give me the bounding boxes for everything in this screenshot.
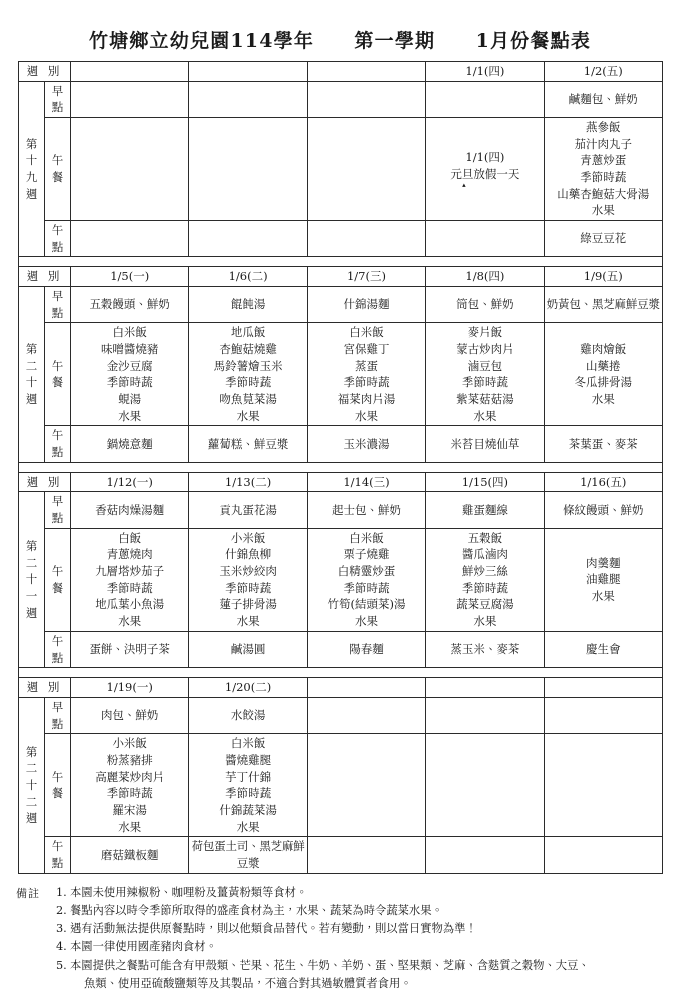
dish-item: 什錦蔬菜湯 xyxy=(219,802,277,817)
menu-table-container xyxy=(0,61,680,874)
dish-item: 白飯 xyxy=(118,530,142,545)
date-header-cell: 1/20(二) xyxy=(189,678,307,698)
lunch-cell xyxy=(544,528,662,631)
snack-cell xyxy=(544,837,662,873)
dish-item: 季節時蔬 xyxy=(106,375,153,390)
dish-item: 醬瓜滷肉 xyxy=(461,547,508,562)
snack-cell: 荷包蛋土司、黑芝麻鮮豆漿 xyxy=(189,837,307,873)
dish-item: 吻魚莧菜湯 xyxy=(219,392,277,407)
dish-item: 水果 xyxy=(236,819,260,834)
breakfast-cell: 什錦湯麵 xyxy=(307,287,425,323)
breakfast-row xyxy=(19,492,663,528)
meal-label-snack: 午點 xyxy=(45,631,71,667)
snack-cell: 鍋燒意麵 xyxy=(71,426,189,462)
meal-label-lunch: 午餐 xyxy=(45,528,71,631)
snack-row xyxy=(19,837,663,873)
dish-item: 白米飯 xyxy=(230,736,266,751)
dish-item: 玉米炒絞肉 xyxy=(219,564,277,579)
breakfast-cell: 水餃湯 xyxy=(189,697,307,733)
note-number: 1. xyxy=(56,885,67,899)
week-separator xyxy=(19,257,663,267)
week-header-row xyxy=(19,62,663,82)
date-header-cell: 1/9(五) xyxy=(544,267,662,287)
dish-item: 高麗菜炒肉片 xyxy=(95,769,165,784)
menu-table xyxy=(18,61,663,874)
meal-label-snack: 午點 xyxy=(45,837,71,873)
breakfast-cell xyxy=(307,697,425,733)
week-separator-cell xyxy=(19,257,663,267)
snack-cell xyxy=(426,221,544,257)
note-text: 本園未使用辣椒粉、咖哩粉及薑黃粉類等食材。 xyxy=(70,885,308,899)
lunch-cell xyxy=(189,118,307,221)
week-header-row xyxy=(19,472,663,492)
dish-item: 油雞腿 xyxy=(586,572,621,587)
dish-item: 地瓜葉小魚湯 xyxy=(95,597,165,612)
dish-item: 水果 xyxy=(236,614,260,629)
dish-list xyxy=(310,530,423,630)
lunch-row xyxy=(19,528,663,631)
date-header-cell: 1/6(二) xyxy=(189,267,307,287)
dish-item: 宮保雞丁 xyxy=(343,342,390,357)
dish-list xyxy=(73,735,186,835)
note-item xyxy=(56,920,662,938)
date-header-cell: 1/16(五) xyxy=(544,472,662,492)
breakfast-cell xyxy=(189,81,307,117)
dish-item: 1/1(四) xyxy=(465,149,505,164)
dish-item: 羅宋湯 xyxy=(112,802,147,817)
snack-row xyxy=(19,426,663,462)
dish-item: 栗子燒雞 xyxy=(343,547,390,562)
dish-list xyxy=(547,555,660,605)
dish-item: 粉蒸豬排 xyxy=(106,752,153,767)
note-text: 遇有活動無法提供原餐點時，則以他類食品替代。若有變動，則以當日實物為準！ xyxy=(70,922,477,936)
dish-item: 白米飯 xyxy=(349,325,384,340)
breakfast-cell: 筒包、鮮奶 xyxy=(426,287,544,323)
dish-item: 季節時蔬 xyxy=(106,786,153,801)
dish-item: 福菜肉片湯 xyxy=(337,392,396,407)
snack-cell: 慶生會 xyxy=(544,631,662,667)
dish-item: 紫菜菇菇湯 xyxy=(456,392,514,407)
dish-item: 雞肉燴飯 xyxy=(580,342,627,357)
dish-list xyxy=(547,341,660,408)
lunch-cell xyxy=(544,734,662,837)
note-number: 3. xyxy=(56,922,67,936)
date-header-cell xyxy=(544,678,662,698)
breakfast-cell: 香菇肉燥湯麵 xyxy=(71,492,189,528)
date-header-cell: 1/13(二) xyxy=(189,472,307,492)
dish-item: 白精靈炒蛋 xyxy=(337,564,396,579)
dish-item: 水果 xyxy=(473,408,497,423)
dish-item: 九層塔炒茄子 xyxy=(95,564,165,579)
dish-item: 白米飯 xyxy=(349,530,384,545)
dish-item: 蔬菜豆腐湯 xyxy=(456,597,514,612)
dish-list xyxy=(428,530,541,630)
dish-item: 水果 xyxy=(118,614,142,629)
dish-list xyxy=(547,119,660,219)
dish-item: 芋丁什錦 xyxy=(225,769,272,784)
dish-item: 季節時蔬 xyxy=(343,580,390,595)
dish-item: 季節時蔬 xyxy=(461,580,508,595)
breakfast-row xyxy=(19,81,663,117)
breakfast-cell: 鹹麵包、鮮奶 xyxy=(544,81,662,117)
dish-item: 山藥捲 xyxy=(586,358,621,373)
title-section xyxy=(0,0,680,61)
lunch-cell xyxy=(426,734,544,837)
snack-cell: 茶葉蛋、麥茶 xyxy=(544,426,662,462)
dish-item: 水果 xyxy=(118,819,142,834)
week-separator xyxy=(19,462,663,472)
note-item xyxy=(56,938,662,956)
meal-label-lunch: 午餐 xyxy=(45,323,71,426)
breakfast-cell xyxy=(71,81,189,117)
dish-list xyxy=(191,530,304,630)
date-header-cell xyxy=(71,62,189,82)
note-number: 5. xyxy=(56,958,67,972)
lunch-row xyxy=(19,734,663,837)
dish-item: 水果 xyxy=(354,408,378,423)
snack-cell: 米苔目燒仙草 xyxy=(426,426,544,462)
breakfast-cell: 奶黃包、黑芝麻鮮豆漿 xyxy=(544,287,662,323)
snack-cell xyxy=(307,221,425,257)
dish-item: 茄汁肉丸子 xyxy=(574,136,632,151)
note-item xyxy=(56,957,662,975)
dish-item: 山藥杏鮑菇大骨湯 xyxy=(557,186,650,201)
dish-item: 地瓜飯 xyxy=(230,325,266,340)
note-number: 4. xyxy=(56,940,67,954)
lunch-cell xyxy=(544,118,662,221)
lunch-cell xyxy=(544,323,662,426)
note-continuation: 魚類、使用亞硫酸鹽類等及其製品，不適合對其過敏體質者食用。 xyxy=(84,977,412,991)
week-header-row xyxy=(19,267,663,287)
week-label: 第二十週 xyxy=(19,287,45,463)
dish-item: 什錦魚柳 xyxy=(225,547,272,562)
meal-label-breakfast: 早點 xyxy=(45,697,71,733)
snack-cell: 鹹湯圓 xyxy=(189,631,307,667)
note-item xyxy=(56,902,662,920)
snack-cell xyxy=(189,221,307,257)
lunch-cell xyxy=(189,528,307,631)
dish-item: 季節時蔬 xyxy=(225,786,272,801)
lunch-row xyxy=(19,118,663,221)
breakfast-cell: 五穀饅頭、鮮奶 xyxy=(71,287,189,323)
week-column-header: 週 別 xyxy=(19,62,71,82)
snack-cell: 蛋餅、決明子茶 xyxy=(71,631,189,667)
dish-item: 季節時蔬 xyxy=(106,580,153,595)
dish-item: 水果 xyxy=(354,614,378,629)
date-header-cell: 1/7(三) xyxy=(307,267,425,287)
dish-list xyxy=(191,324,304,424)
snack-row xyxy=(19,631,663,667)
date-header-cell: 1/14(三) xyxy=(307,472,425,492)
lunch-cell xyxy=(307,528,425,631)
lunch-cell xyxy=(426,528,544,631)
dish-item: 蒸蛋 xyxy=(354,358,378,373)
breakfast-row xyxy=(19,697,663,733)
meal-label-lunch: 午餐 xyxy=(45,118,71,221)
breakfast-cell: 肉包、鮮奶 xyxy=(71,697,189,733)
dish-item: 鮮炒三絲 xyxy=(461,564,508,579)
breakfast-cell: 起士包、鮮奶 xyxy=(307,492,425,528)
lunch-cell xyxy=(426,323,544,426)
lunch-cell xyxy=(71,118,189,221)
dish-item: 金沙豆腐 xyxy=(106,358,153,373)
meal-label-breakfast: 早點 xyxy=(45,287,71,323)
snack-cell: 磨菇鐵板麵 xyxy=(71,837,189,873)
dish-list xyxy=(191,735,304,835)
dish-item: 水果 xyxy=(591,589,615,604)
breakfast-row xyxy=(19,287,663,323)
lunch-cell xyxy=(189,734,307,837)
snack-cell: 綠豆豆花 xyxy=(544,221,662,257)
dish-item: 水果 xyxy=(591,203,615,218)
snack-cell xyxy=(307,837,425,873)
date-header-cell xyxy=(426,678,544,698)
dish-list xyxy=(73,324,186,424)
note-number: 2. xyxy=(56,903,67,917)
dish-item: 醬燒雞腿 xyxy=(225,752,272,767)
week-column-header: 週 別 xyxy=(19,678,71,698)
dish-item: 水果 xyxy=(591,392,615,407)
lunch-cell xyxy=(426,118,544,221)
dish-item: 小米飯 xyxy=(230,530,266,545)
dish-item: 季節時蔬 xyxy=(225,375,272,390)
date-header-cell: 1/5(一) xyxy=(71,267,189,287)
snack-cell: 蘿蔔糕、鮮豆漿 xyxy=(189,426,307,462)
snack-cell: 玉米濃湯 xyxy=(307,426,425,462)
dish-item: 小米飯 xyxy=(112,736,147,751)
dish-item: 五穀飯 xyxy=(467,530,503,545)
lunch-row xyxy=(19,323,663,426)
week-column-header: 週 別 xyxy=(19,267,71,287)
dish-item: 季節時蔬 xyxy=(580,170,627,185)
dish-list xyxy=(310,324,423,424)
breakfast-cell: 雞蛋麵線 xyxy=(426,492,544,528)
breakfast-cell: 條紋饅頭、鮮奶 xyxy=(544,492,662,528)
date-header-cell xyxy=(307,62,425,82)
dish-item: 水果 xyxy=(118,408,142,423)
dish-item: 蜆湯 xyxy=(118,392,142,407)
lunch-cell xyxy=(71,528,189,631)
week-label: 第二十一週 xyxy=(19,492,45,668)
dish-item: 季節時蔬 xyxy=(225,580,272,595)
dish-item: 青蔥炒蛋 xyxy=(580,153,627,168)
dish-item: 燕參飯 xyxy=(586,120,621,135)
dish-item: 元旦放假一天 xyxy=(450,166,520,181)
week-separator-cell xyxy=(19,462,663,472)
date-header-cell: 1/2(五) xyxy=(544,62,662,82)
dish-item: 蒙古炒肉片 xyxy=(456,342,514,357)
dish-item: 肉羹麵 xyxy=(586,555,621,570)
meal-label-snack: 午點 xyxy=(45,221,71,257)
page-title: 竹塘鄉立幼兒園114學年 第一學期 1月份餐點表 xyxy=(88,30,592,52)
dish-item: 季節時蔬 xyxy=(461,375,508,390)
snack-cell xyxy=(71,221,189,257)
dish-item: 季節時蔬 xyxy=(343,375,390,390)
lunch-cell xyxy=(307,734,425,837)
lunch-cell xyxy=(71,734,189,837)
week-separator xyxy=(19,668,663,678)
meal-label-breakfast: 早點 xyxy=(45,492,71,528)
snack-cell: 陽春麵 xyxy=(307,631,425,667)
dish-item: 蓮子排骨湯 xyxy=(219,597,277,612)
week-label: 第二十二週 xyxy=(19,697,45,873)
dish-item: 水果 xyxy=(236,408,260,423)
meal-label-breakfast: 早點 xyxy=(45,81,71,117)
dish-list xyxy=(428,324,541,424)
breakfast-cell: 餛飩湯 xyxy=(189,287,307,323)
date-header-cell: 1/1(四) xyxy=(426,62,544,82)
dish-item: 味噌醬燒豬 xyxy=(100,342,159,357)
handwritten-mark: ▴ xyxy=(462,181,466,190)
dish-item: 白米飯 xyxy=(112,325,147,340)
breakfast-cell xyxy=(426,697,544,733)
lunch-cell xyxy=(71,323,189,426)
breakfast-cell xyxy=(544,697,662,733)
dish-list xyxy=(428,149,541,189)
date-header-cell: 1/15(四) xyxy=(426,472,544,492)
dish-item: 冬瓜排骨湯 xyxy=(574,375,632,390)
dish-item: 青蔥燒肉 xyxy=(106,547,153,562)
note-text: 本園提供之餐點可能含有甲殼類、芒果、花生、牛奶、羊奶、蛋、堅果類、芝麻、含麩質之穀物、大豆、 xyxy=(70,958,590,972)
note-text: 本園一律使用國產豬肉食材。 xyxy=(70,940,217,954)
date-header-cell xyxy=(189,62,307,82)
dish-item: 滷豆包 xyxy=(467,358,503,373)
snack-cell xyxy=(426,837,544,873)
week-column-header: 週 別 xyxy=(19,472,71,492)
dish-item: 麥片飯 xyxy=(467,325,503,340)
note-text: 餐點內容以時令季節所取得的盛產食材為主，水果、蔬菜為時令蔬菜水果。 xyxy=(70,903,443,917)
dish-item: 杏鮑菇燒雞 xyxy=(219,342,277,357)
date-header-cell: 1/19(一) xyxy=(71,678,189,698)
snack-cell: 蒸玉米、麥茶 xyxy=(426,631,544,667)
meal-label-lunch: 午餐 xyxy=(45,734,71,837)
week-header-row xyxy=(19,678,663,698)
snack-row xyxy=(19,221,663,257)
date-header-cell: 1/12(一) xyxy=(71,472,189,492)
notes-label: 備註 xyxy=(16,886,40,900)
dish-list xyxy=(73,530,186,630)
breakfast-cell xyxy=(307,81,425,117)
note-item xyxy=(56,884,662,902)
week-label: 第十九週 xyxy=(19,81,45,257)
date-header-cell xyxy=(307,678,425,698)
date-header-cell: 1/8(四) xyxy=(426,267,544,287)
lunch-cell xyxy=(189,323,307,426)
lunch-cell xyxy=(307,118,425,221)
lunch-cell xyxy=(307,323,425,426)
notes-section xyxy=(0,884,680,993)
week-separator-cell xyxy=(19,668,663,678)
dish-item: 馬鈴薯燴玉米 xyxy=(213,358,283,373)
dish-item: 竹筍(結頭菜)湯 xyxy=(327,597,406,612)
breakfast-cell: 貢丸蛋花湯 xyxy=(189,492,307,528)
dish-item: 水果 xyxy=(473,614,497,629)
meal-label-snack: 午點 xyxy=(45,426,71,462)
breakfast-cell xyxy=(426,81,544,117)
